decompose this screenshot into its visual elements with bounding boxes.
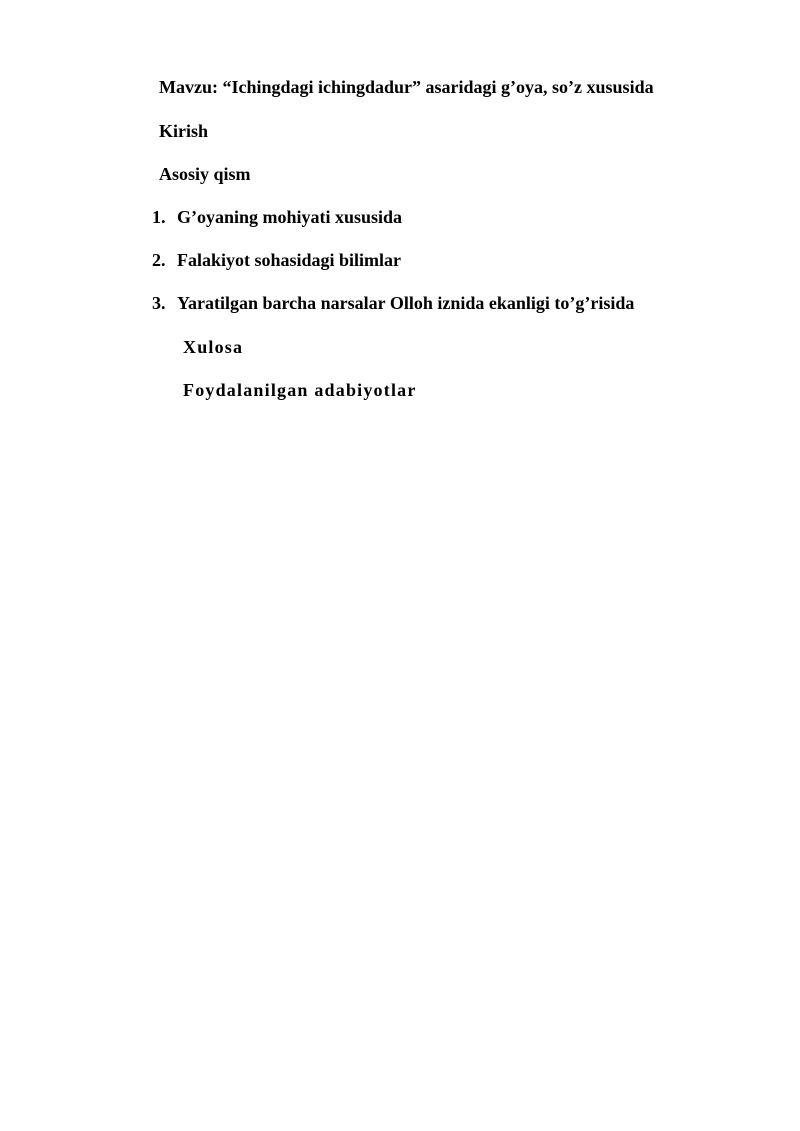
list-item-text: Yaratilgan barcha narsalar Olloh iznida ekanligi to’g’risida xyxy=(177,293,635,313)
list-item-number: 3. xyxy=(152,293,166,313)
list-item-text: G’oyaning mohiyati xususida xyxy=(177,207,403,227)
list-item xyxy=(152,206,402,228)
list-item-text: Falakiyot sohasidagi bilimlar xyxy=(177,250,402,270)
list-item-number: 2. xyxy=(152,250,166,270)
section-main-part: Asosiy qism xyxy=(159,164,251,184)
document-title: Mavzu: “Ichingdagi ichingdadur” asaridagi g’oya, so’z xususida xyxy=(159,77,654,97)
list-item xyxy=(152,292,634,314)
section-conclusion: Xulosa xyxy=(183,337,244,357)
section-intro: Kirish xyxy=(159,121,209,141)
section-references: Foydalanilgan adabiyotlar xyxy=(183,380,417,400)
list-item xyxy=(152,249,401,271)
list-item-number: 1. xyxy=(152,207,166,227)
